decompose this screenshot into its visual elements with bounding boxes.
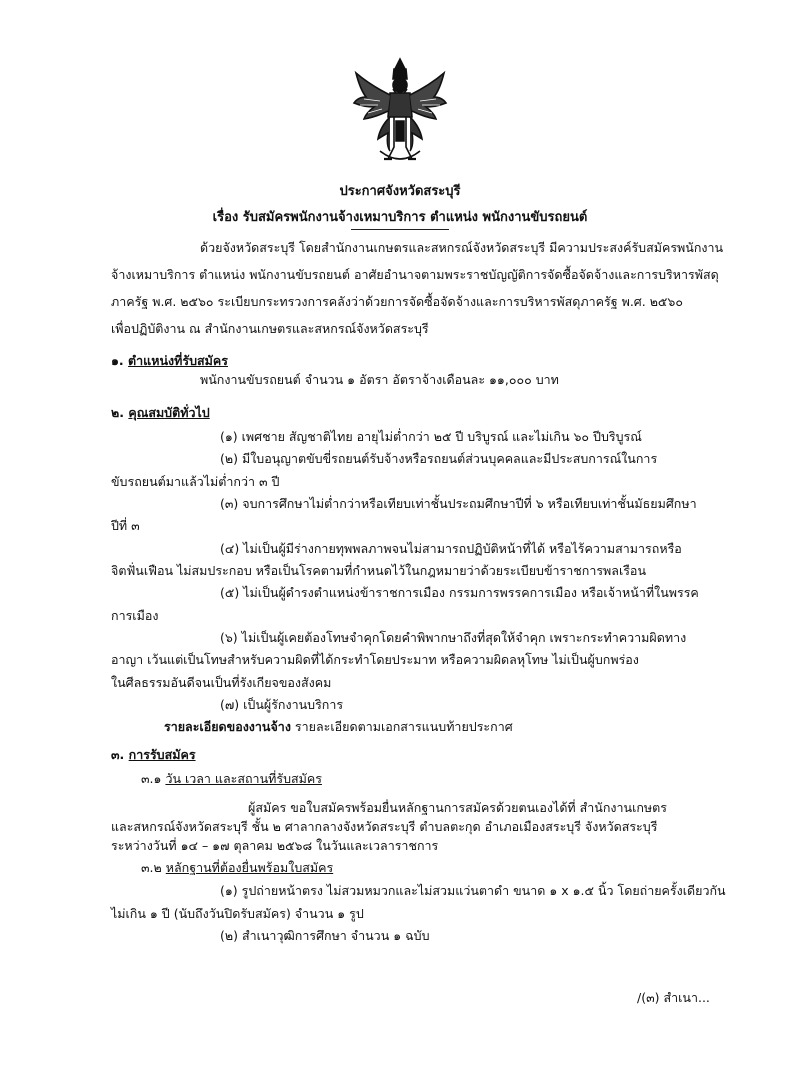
section1-number: ๑. <box>111 353 124 368</box>
qualification-line: (๔) ไม่เป็นผู้มีร่างกายทุพพลภาพจนไม่สามารถปฏิบัติหน้าที่ได้ หรือไร้ความสามารถหรือ <box>220 541 682 556</box>
section2-number: ๒. <box>111 405 124 420</box>
section1-title: ตำแหน่งที่รับสมัคร <box>128 353 228 368</box>
garuda-emblem-icon <box>350 55 450 170</box>
qualification-line: (๑) เพศชาย สัญชาติไทย อายุไม่ต่ำกว่า ๒๕ ปี บริบูรณ์ และไม่เกิน ๖๐ ปีบริบูรณ์ <box>220 429 642 444</box>
announcement-title: ประกาศจังหวัดสระบุรี <box>339 184 461 199</box>
subsection-3-1-heading <box>141 771 322 787</box>
section2-heading <box>111 405 210 421</box>
qualification-line: (๗) เป็นผู้รักงานบริการ <box>220 697 344 712</box>
subsection-3-2-heading <box>141 860 333 876</box>
job-details-label: รายละเอียดของงานจ้าง <box>164 719 291 734</box>
intro-line: จ้างเหมาบริการ ตำแหน่ง พนักงานขับรถยนต์ อาศัยอำนาจตามพระราชบัญญัติการจัดซื้อจัดจ้างและการบริหารพัสดุ <box>111 267 719 282</box>
qualification-line: (๓) จบการศึกษาไม่ต่ำกว่าหรือเทียบเท่าชั้นประถมศึกษาปีที่ ๖ หรือเทียบเท่าชั้นมัธยมศึกษา <box>220 496 697 511</box>
qualification-line: ขับรถยนต์มาแล้วไม่ต่ำกว่า ๓ ปี <box>111 474 280 489</box>
qualification-line: (๖) ไม่เป็นผู้เคยต้องโทษจำคุกโดยคำพิพากษาถึงที่สุดให้จำคุก เพราะกระทำความผิดทาง <box>220 630 687 645</box>
continue-marker: /(๓) สำเนา... <box>637 990 710 1005</box>
application-line: และสหกรณ์จังหวัดสระบุรี ชั้น ๒ ศาลากลางจังหวัดสระบุรี ตำบลตะกุด อำเภอเมืองสระบุรี จังหวัดสระบุรี <box>111 819 658 834</box>
qualification-line: ปีที่ ๓ <box>111 518 140 533</box>
document-line: ไม่เกิน ๑ ปี (นับถึงวันปิดรับสมัคร) จำนวน ๑ รูป <box>111 906 364 921</box>
job-details-line <box>164 719 513 735</box>
subsection-3-2-number: ๓.๒ <box>141 860 162 875</box>
subsection-3-2-title: หลักฐานที่ต้องยื่นพร้อมใบสมัคร <box>165 860 334 875</box>
title-divider <box>351 229 449 230</box>
qualification-line: (๒) มีใบอนุญาตขับขี่รถยนต์รับจ้างหรือรถยนต์ส่วนบุคคลและมีประสบการณ์ในการ <box>220 451 658 466</box>
qualification-line: ในศีลธรรมอันดีจนเป็นที่รังเกียจของสังคม <box>111 675 332 690</box>
intro-line: ภาครัฐ พ.ศ. ๒๕๖๐ ระเบียบกระทรวงการคลังว่าด้วยการจัดซื้อจัดจ้างและการบริหารพัสดุภาครัฐ พ.ศ. ๒๕๖๐ <box>111 294 683 309</box>
subsection-3-1-title: วัน เวลา และสถานที่รับสมัคร <box>165 771 322 786</box>
section2-title: คุณสมบัติทั่วไป <box>128 405 210 420</box>
job-details-text: รายละเอียดตามเอกสารแนบท้ายประกาศ <box>294 719 513 734</box>
section3-heading <box>111 747 196 763</box>
section1-body: พนักงานขับรถยนต์ จำนวน ๑ อัตรา อัตราจ้างเดือนละ ๑๑,๐๐๐ บาท <box>200 372 559 387</box>
qualification-line: (๕) ไม่เป็นผู้ดำรงตำแหน่งข้าราชการเมือง กรรมการพรรคการเมือง หรือเจ้าหน้าที่ในพรรค <box>220 585 699 600</box>
document-line: (๑) รูปถ่ายหน้าตรง ไม่สวมหมวกและไม่สวมแว่นตาดำ ขนาด ๑ x ๑.๕ นิ้ว โดยถ่ายครั้งเดียวกัน <box>220 883 726 898</box>
section3-number: ๓. <box>111 747 125 762</box>
intro-line: ด้วยจังหวัดสระบุรี โดยสำนักงานเกษตรและสหกรณ์จังหวัดสระบุรี มีความประสงค์รับสมัครพนักงาน <box>200 240 724 255</box>
subsection-3-1-number: ๓.๑ <box>141 771 162 786</box>
section3-title: การรับสมัคร <box>128 747 196 762</box>
application-line: ระหว่างวันที่ ๑๔ – ๑๗ ตุลาคม ๒๕๖๘ ในวันและเวลาราชการ <box>111 838 439 853</box>
qualification-line: จิตฟั่นเฟือน ไม่สมประกอบ หรือเป็นโรคตามที่กำหนดไว้ในกฎหมายว่าด้วยระเบียบข้าราชการพลเรือน <box>111 563 646 578</box>
section1-heading <box>111 353 228 369</box>
qualification-line: การเมือง <box>111 608 159 623</box>
qualification-line: อาญา เว้นแต่เป็นโทษสำหรับความผิดที่ได้กระทำโดยประมาท หรือความผิดลหุโทษ ไม่เป็นผู้บกพร่อง <box>111 652 639 667</box>
application-line: ผู้สมัคร ขอใบสมัครพร้อมยื่นหลักฐานการสมัครด้วยตนเองได้ที่ สำนักงานเกษตร <box>248 800 667 815</box>
document-line: (๒) สำเนาวุฒิการศึกษา จำนวน ๑ ฉบับ <box>220 928 430 943</box>
intro-line: เพื่อปฏิบัติงาน ณ สำนักงานเกษตรและสหกรณ์จังหวัดสระบุรี <box>111 321 429 336</box>
announcement-subject: เรื่อง รับสมัครพนักงานจ้างเหมาบริการ ตำแหน่ง พนักงานขับรถยนต์ <box>212 210 588 225</box>
